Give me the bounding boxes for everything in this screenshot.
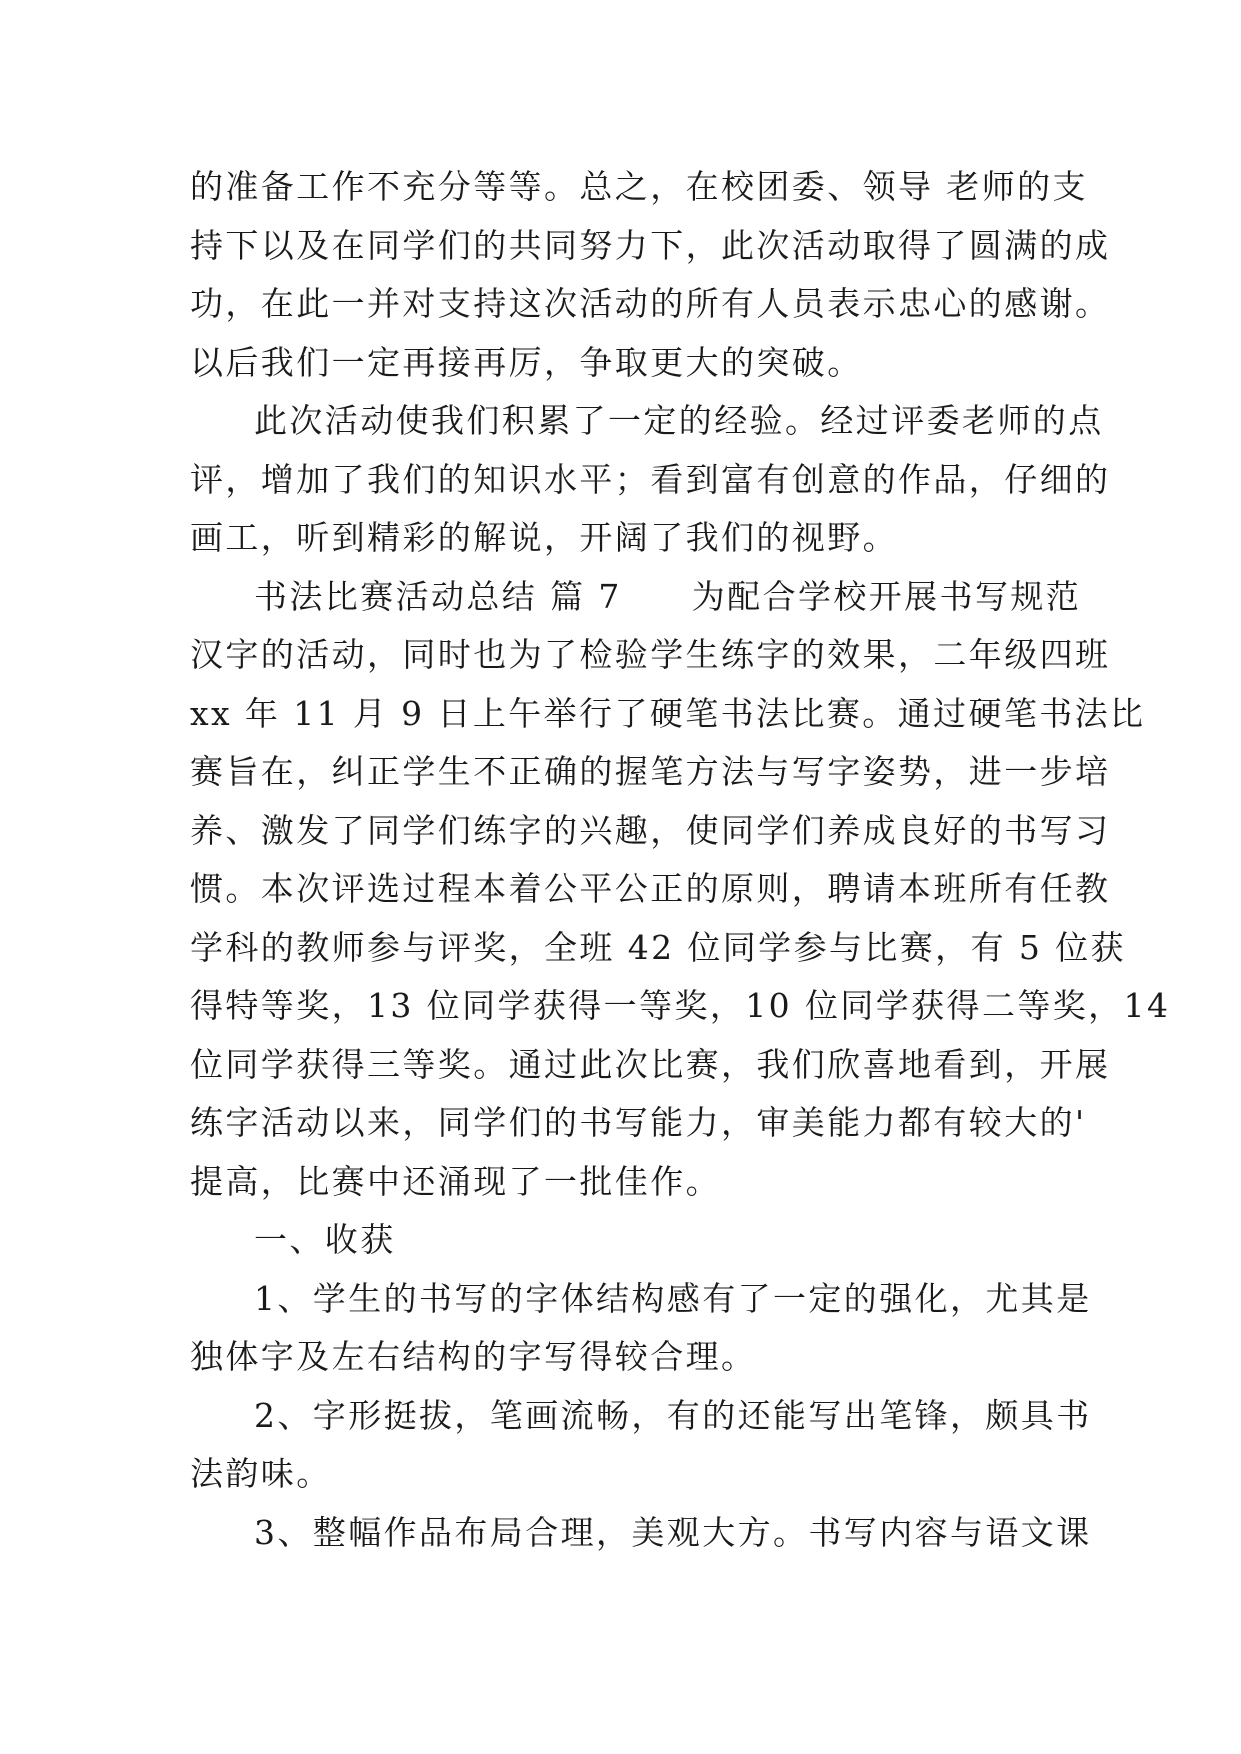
text-line: 独体字及左右结构的字写得较合理。: [190, 1337, 757, 1376]
text-line: 法韵味。: [190, 1454, 332, 1493]
text-line: 1、学生的书写的字体结构感有了一定的强化，尤其是: [254, 1278, 1092, 1318]
text-line: 画工，听到精彩的解说，开阔了我们的视野。: [190, 518, 898, 557]
text-line: 的准备工作不充分等等。总之，在校团委、领导 老师的支: [190, 167, 1088, 206]
text-line: 功，在此一并对支持这次活动的所有人员表示忠心的感谢。: [190, 284, 1111, 323]
text-line: 2、字形挺拔，笔画流畅，有的还能写出笔锋，颇具书: [254, 1395, 1092, 1435]
text-line: 得特等奖，13 位同学获得一等奖，10 位同学获得二等奖，14: [190, 986, 1171, 1025]
text-line: 惯。本次评选过程本着公平公正的原则，聘请本班所有任教: [190, 869, 1111, 908]
section-intro: 为配合学校开展书写规范: [691, 576, 1082, 616]
text-line: 持下以及在同学们的共同努力下，此次活动取得了圆满的成: [190, 225, 1111, 265]
text-line: 赛旨在，纠正学生不正确的握笔方法与写字姿势，进一步培: [190, 752, 1111, 791]
text-line: 汉字的活动，同时也为了检验学生练字的效果，二年级四班: [190, 635, 1111, 674]
text-line: 以后我们一定再接再厉，争取更大的突破。: [190, 342, 863, 382]
text-line: 位同学获得三等奖。通过此次比赛，我们欣喜地看到，开展: [190, 1044, 1111, 1084]
section-heading: 书法比赛活动总结 篇 7: [254, 576, 622, 616]
body-text: [190, 158, 1171, 1562]
section-heading-line: [190, 568, 1082, 627]
text-line: xx 年 11 月 9 日上午举行了硬笔书法比赛。通过硬笔书法比: [190, 693, 1146, 733]
text-line: 3、整幅作品布局合理，美观大方。书写内容与语文课: [254, 1512, 1092, 1552]
subheading-line: 一、收获: [254, 1220, 396, 1259]
text-line: 养、激发了同学们练字的兴趣，使同学们养成良好的书写习: [190, 810, 1111, 850]
text-line: 评，增加了我们的知识水平；看到富有创意的作品，仔细的: [190, 459, 1111, 499]
text-line: 此次活动使我们积累了一定的经验。经过评委老师的点: [254, 401, 1104, 440]
text-line: 提高，比赛中还涌现了一批佳作。: [190, 1161, 721, 1201]
text-line: 学科的教师参与评奖，全班 42 位同学参与比赛，有 5 位获: [190, 927, 1126, 967]
text-line: 练字活动以来，同学们的书写能力，审美能力都有较大的': [190, 1103, 1087, 1142]
